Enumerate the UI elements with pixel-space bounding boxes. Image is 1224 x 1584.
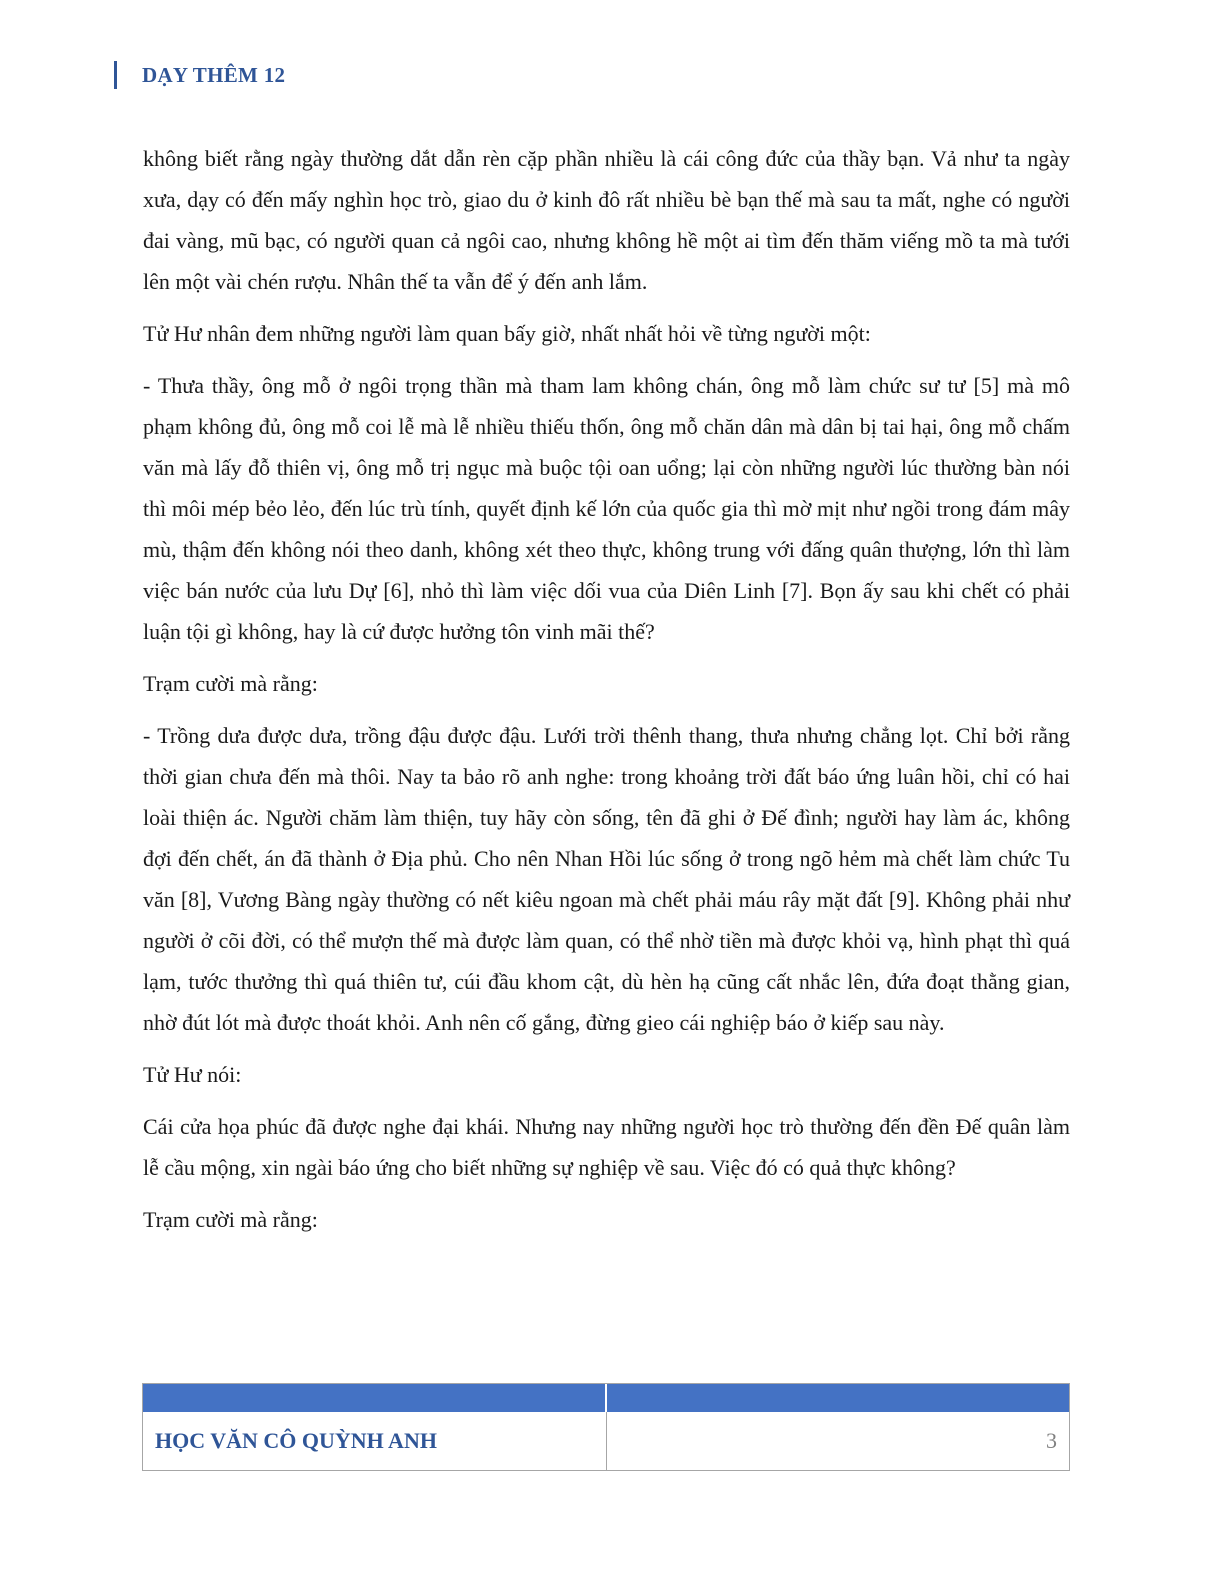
footer-band-right: [605, 1384, 1069, 1412]
page-number: 3: [1046, 1428, 1057, 1453]
paragraph: Tử Hư nói:: [143, 1062, 242, 1087]
footer-page-cell: [606, 1412, 1070, 1470]
footer-brand-cell: [143, 1412, 606, 1470]
header-accent-bar: [114, 61, 117, 89]
page-footer: [142, 1383, 1070, 1471]
footer-band-left: [143, 1384, 605, 1412]
document-body: [143, 138, 1070, 1251]
paragraph: Trạm cười mà rằng:: [143, 671, 318, 696]
paragraph: Tử Hư nhân đem những người làm quan bấy giờ, nhất nhất hỏi về từng người một:: [143, 321, 871, 346]
paragraph: - Thưa thầy, ông mỗ ở ngôi trọng thần mà tham lam không chán, ông mỗ làm chức sư tư [5] mà mô phạm không đủ, ông mỗ coi lễ mà lễ nhiều thiếu thốn, ông mỗ chăn dân mà dân bị tai hại, ông mỗ chấm văn mà lấy đỗ thiên vị, ông mỗ trị ngục mà buộc tội oan uổng; lại còn những người lúc thường bàn nói thì môi mép bẻo lẻo, đến lúc trù tính, quyết định kế lớn của quốc gia thì mờ mịt như ngồi trong đám mây mù, thậm đến không nói theo danh, không xét theo thực, không trung với đấng quân thượng, lớn thì làm việc bán nước của lưu Dự [6], nhỏ thì làm việc dối vua của Diên Linh [7]. Bọn ấy sau khi chết có phải luận tội gì không, hay là cứ được hưởng tôn vinh mãi thế?: [143, 373, 1070, 644]
paragraph: Cái cửa họa phúc đã được nghe đại khái. Nhưng nay những người học trò thường đến đền Đế quân làm lễ cầu mộng, xin ngài báo ứng cho biết những sự nghiệp về sau. Việc đó có quả thực không?: [143, 1114, 1070, 1180]
header-title: DẠY THÊM 12: [142, 62, 286, 87]
paragraph: Trạm cười mà rằng:: [143, 1207, 318, 1232]
paragraph: - Trồng dưa được dưa, trồng đậu được đậu. Lưới trời thênh thang, thưa nhưng chẳng lọt. Chỉ bởi rằng thời gian chưa đến mà thôi. Nay ta bảo rõ anh nghe: trong khoảng trời đất báo ứng luân hồi, chỉ có hai loài thiện ác. Người chăm làm thiện, tuy hãy còn sống, tên đã ghi ở Đế đình; người hay làm ác, không đợi đến chết, án đã thành ở Địa phủ. Cho nên Nhan Hồi lúc sống ở trong ngõ hẻm mà chết làm chức Tu văn [8], Vương Bàng ngày thường có nết kiêu ngoan mà chết phải máu rây mặt đất [9]. Không phải như người ở cõi đời, có thể mượn thế mà được làm quan, có thể nhờ tiền mà được khỏi vạ, hình phạt thì quá lạm, tước thưởng thì quá thiên tư, cúi đầu khom cật, dù hèn hạ cũng cất nhắc lên, đứa đoạt thằng gian, nhờ đút lót mà được thoát khỏi. Anh nên cố gắng, đừng gieo cái nghiệp báo ở kiếp sau này.: [143, 723, 1070, 1035]
paragraph: không biết rằng ngày thường dắt dẫn rèn cặp phần nhiều là cái công đức của thầy bạn. Vả như ta ngày xưa, dạy có đến mấy nghìn học trò, giao du ở kinh đô rất nhiều bè bạn thế mà sau ta mất, nghe có người đai vàng, mũ bạc, có người quan cả ngôi cao, nhưng không hề một ai tìm đến thăm viếng mồ ta mà tưới lên một vài chén rượu. Nhân thế ta vẫn để ý đến anh lắm.: [143, 146, 1070, 294]
footer-row: [143, 1412, 1069, 1470]
page-header: [114, 60, 285, 90]
footer-color-band: [143, 1384, 1069, 1412]
footer-brand: HỌC VĂN CÔ QUỲNH ANH: [155, 1428, 437, 1453]
